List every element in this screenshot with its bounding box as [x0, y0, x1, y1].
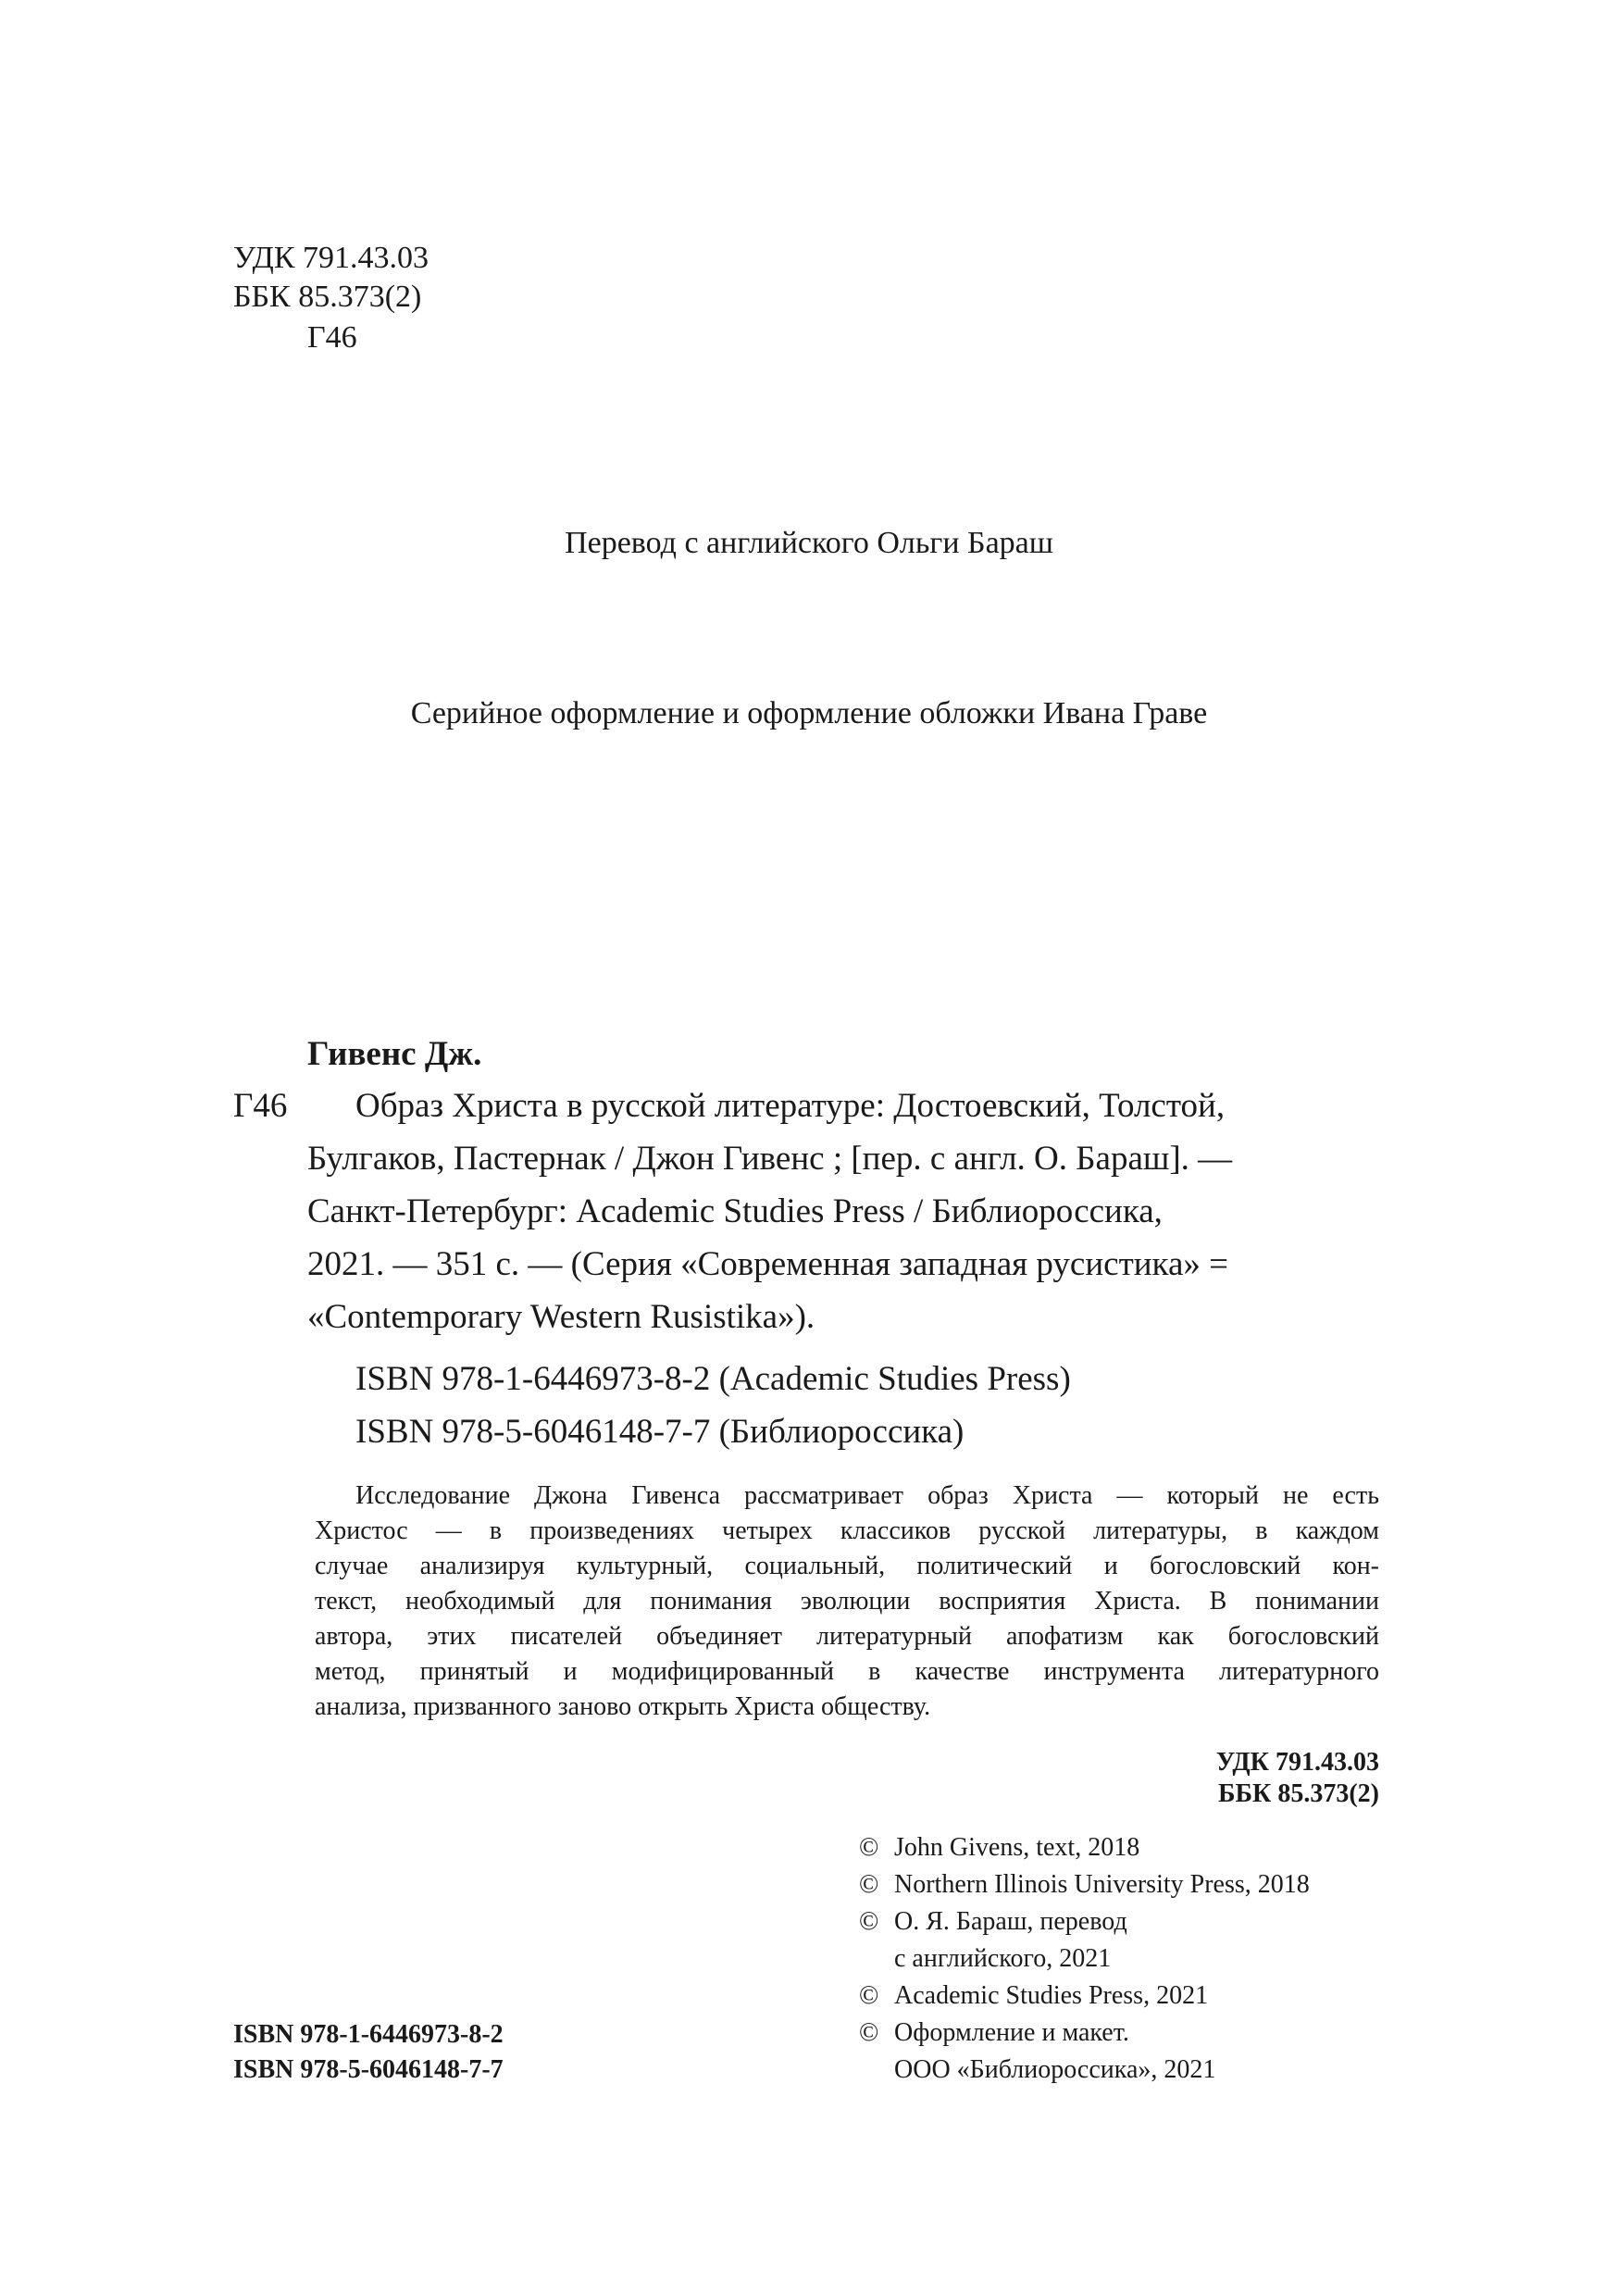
- catalog-title-line: Образ Христа в русской литературе: Достоевский, Толстой,: [355, 1087, 1226, 1125]
- catalog-isbn-line: ISBN 978-5-6046148-7-7 (Библиороссика): [355, 1413, 965, 1451]
- abstract-line: Христос — в произведениях четырех классиков русской литературы, в каждом: [315, 1516, 1379, 1545]
- copyright-icon: ©: [859, 1981, 879, 2010]
- abstract-line: анализа, призванного заново открыть Христа обществу.: [315, 1692, 931, 1721]
- catalog-author-index: Г46: [233, 1087, 288, 1125]
- copyright-line: с английского, 2021: [894, 1944, 1112, 1973]
- copyright-line: Оформление и макет.: [894, 2018, 1129, 2047]
- bbk-code-bottom: ББК 85.373(2): [1218, 1779, 1379, 1808]
- udk-code-top: УДК 791.43.03: [233, 241, 429, 275]
- catalog-title-line: Булгаков, Пастернак / Джон Гивенс ; [пер. с англ. О. Бараш]. —: [307, 1140, 1233, 1178]
- catalog-title-line: Санкт-Петербург: Academic Studies Press / Библиороссика,: [307, 1192, 1163, 1230]
- abstract-line: Исследование Джона Гивенса рассматривает образ Христа — который не есть: [355, 1481, 1379, 1510]
- catalog-title-line: «Contemporary Western Rusistika»).: [307, 1298, 815, 1336]
- copyright-line: ООО «Библиороссика», 2021: [894, 2055, 1216, 2084]
- catalog-author: Гивенс Дж.: [307, 1035, 482, 1073]
- abstract-line: метод, принятый и модифицированный в качестве инструмента литературного: [315, 1657, 1379, 1686]
- copyright-icon: ©: [859, 1907, 879, 1936]
- catalog-title-line: 2021. — 351 с. — (Серия «Современная западная русистика» =: [307, 1245, 1228, 1283]
- copyright-line: Academic Studies Press, 2021: [894, 1981, 1209, 2010]
- copyright-line: John Givens, text, 2018: [894, 1833, 1140, 1862]
- catalog-isbn-line: ISBN 978-1-6446973-8-2 (Academic Studies Press): [355, 1360, 1071, 1398]
- copyright-icon: ©: [859, 2018, 879, 2047]
- isbn-bottom-line: ISBN 978-5-6046148-7-7: [233, 2055, 504, 2084]
- designer-credit: Серийное оформление и оформление обложки Ивана Граве: [410, 696, 1208, 730]
- translator-credit: Перевод с английского Ольги Бараш: [565, 526, 1053, 560]
- author-index-top: Г46: [307, 320, 357, 355]
- abstract-line: случае анализируя культурный, социальный, политический и богословский кон-: [315, 1552, 1379, 1580]
- copyright-line: О. Я. Бараш, перевод: [894, 1907, 1127, 1936]
- bbk-code-top: ББК 85.373(2): [233, 280, 422, 314]
- copyright-icon: ©: [859, 1833, 879, 1862]
- copyright-line: Northern Illinois University Press, 2018: [894, 1870, 1310, 1899]
- udk-code-bottom: УДК 791.43.03: [1215, 1748, 1379, 1777]
- isbn-bottom-line: ISBN 978-1-6446973-8-2: [233, 2020, 504, 2049]
- copyright-icon: ©: [859, 1870, 879, 1899]
- abstract-line: текст, необходимый для понимания эволюции восприятия Христа. В понимании: [315, 1587, 1379, 1616]
- abstract-line: автора, этих писателей объединяет литературный апофатизм как богословский: [315, 1622, 1379, 1651]
